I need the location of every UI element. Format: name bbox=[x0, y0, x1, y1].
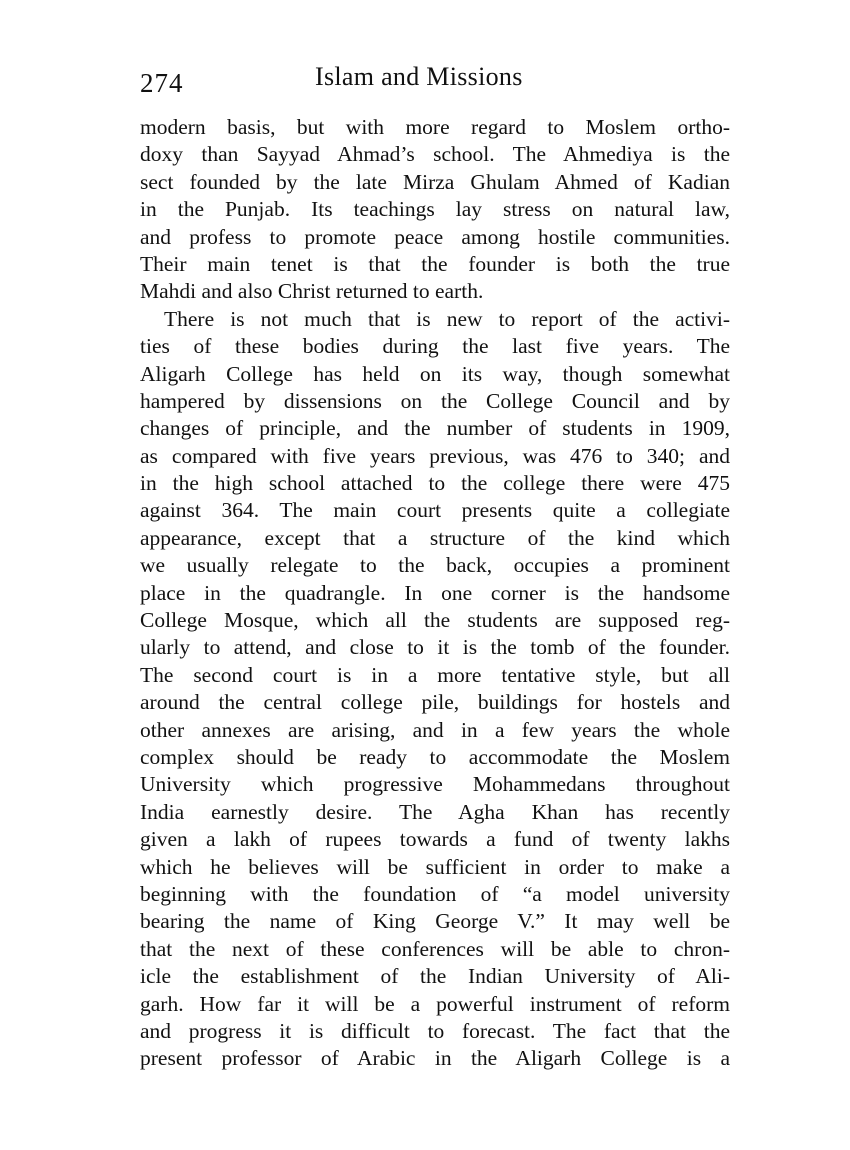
text-line: other annexes are arising, and in a few years the whole bbox=[140, 717, 730, 742]
text-line: place in the quadrangle. In one corner is the handsome bbox=[140, 580, 730, 605]
running-title: Islam and Missions bbox=[315, 62, 523, 91]
text-line: changes of principle, and the number of students in 1909, bbox=[140, 416, 730, 441]
text-line: University which progressive Mohammedans throughout bbox=[140, 772, 730, 797]
page-header bbox=[140, 62, 730, 102]
text-line: as compared with five years previous, was 476 to 340; and bbox=[140, 443, 730, 468]
text-line: we usually relegate to the back, occupies a prominent bbox=[140, 553, 730, 578]
text-line: beginning with the foundation of “a model university bbox=[140, 881, 730, 906]
paragraph-end-line: Mahdi and also Christ returned to earth. bbox=[140, 279, 484, 304]
text-line: that the next of these conferences will be able to chron- bbox=[140, 936, 730, 961]
text-line: against 364. The main court presents quite a collegiate bbox=[140, 498, 730, 523]
text-line: modern basis, but with more regard to Moslem ortho- bbox=[140, 115, 730, 139]
text-line: The second court is in a more tentative style, but all bbox=[140, 662, 730, 687]
text-line: present professor of Arabic in the Aligarh College is a bbox=[140, 1046, 730, 1071]
paragraph-start-line: There is not much that is new to report of the activi- bbox=[164, 306, 730, 331]
text-line: ties of these bodies during the last five years. The bbox=[140, 334, 730, 359]
text-line: and profess to promote peace among hostile communities. bbox=[140, 224, 730, 249]
text-line: India earnestly desire. The Agha Khan has recently bbox=[140, 799, 730, 824]
text-line: in the Punjab. Its teachings lay stress on natural law, bbox=[140, 197, 730, 222]
text-line: Aligarh College has held on its way, though somewhat bbox=[140, 361, 730, 386]
text-line: bearing the name of King George V.” It may well be bbox=[140, 909, 730, 934]
text-line: garh. How far it will be a powerful instrument of reform bbox=[140, 991, 730, 1016]
text-line: ularly to attend, and close to it is the tomb of the founder. bbox=[140, 635, 730, 660]
text-line: and progress it is difficult to forecast. The fact that the bbox=[140, 1018, 730, 1043]
text-line: appearance, except that a structure of the kind which bbox=[140, 525, 730, 550]
text-line: sect founded by the late Mirza Ghulam Ahmed of Kadian bbox=[140, 169, 730, 194]
text-line: in the high school attached to the college there were 475 bbox=[140, 471, 730, 496]
text-line: complex should be ready to accommodate the Moslem bbox=[140, 744, 730, 769]
text-line: doxy than Sayyad Ahmad’s school. The Ahmediya is the bbox=[140, 142, 730, 167]
text-line: Their main tenet is that the founder is both the true bbox=[140, 251, 730, 276]
body-text bbox=[140, 114, 730, 1073]
text-line: given a lakh of rupees towards a fund of twenty lakhs bbox=[140, 827, 730, 852]
text-line: which he believes will be sufficient in order to make a bbox=[140, 854, 730, 879]
text-line: hampered by dissensions on the College Council and by bbox=[140, 388, 730, 413]
text-line: College Mosque, which all the students are supposed reg- bbox=[140, 608, 730, 633]
text-line: around the central college pile, buildings for hostels and bbox=[140, 690, 730, 715]
page-number: 274 bbox=[140, 68, 184, 98]
text-line: icle the establishment of the Indian University of Ali- bbox=[140, 964, 730, 989]
